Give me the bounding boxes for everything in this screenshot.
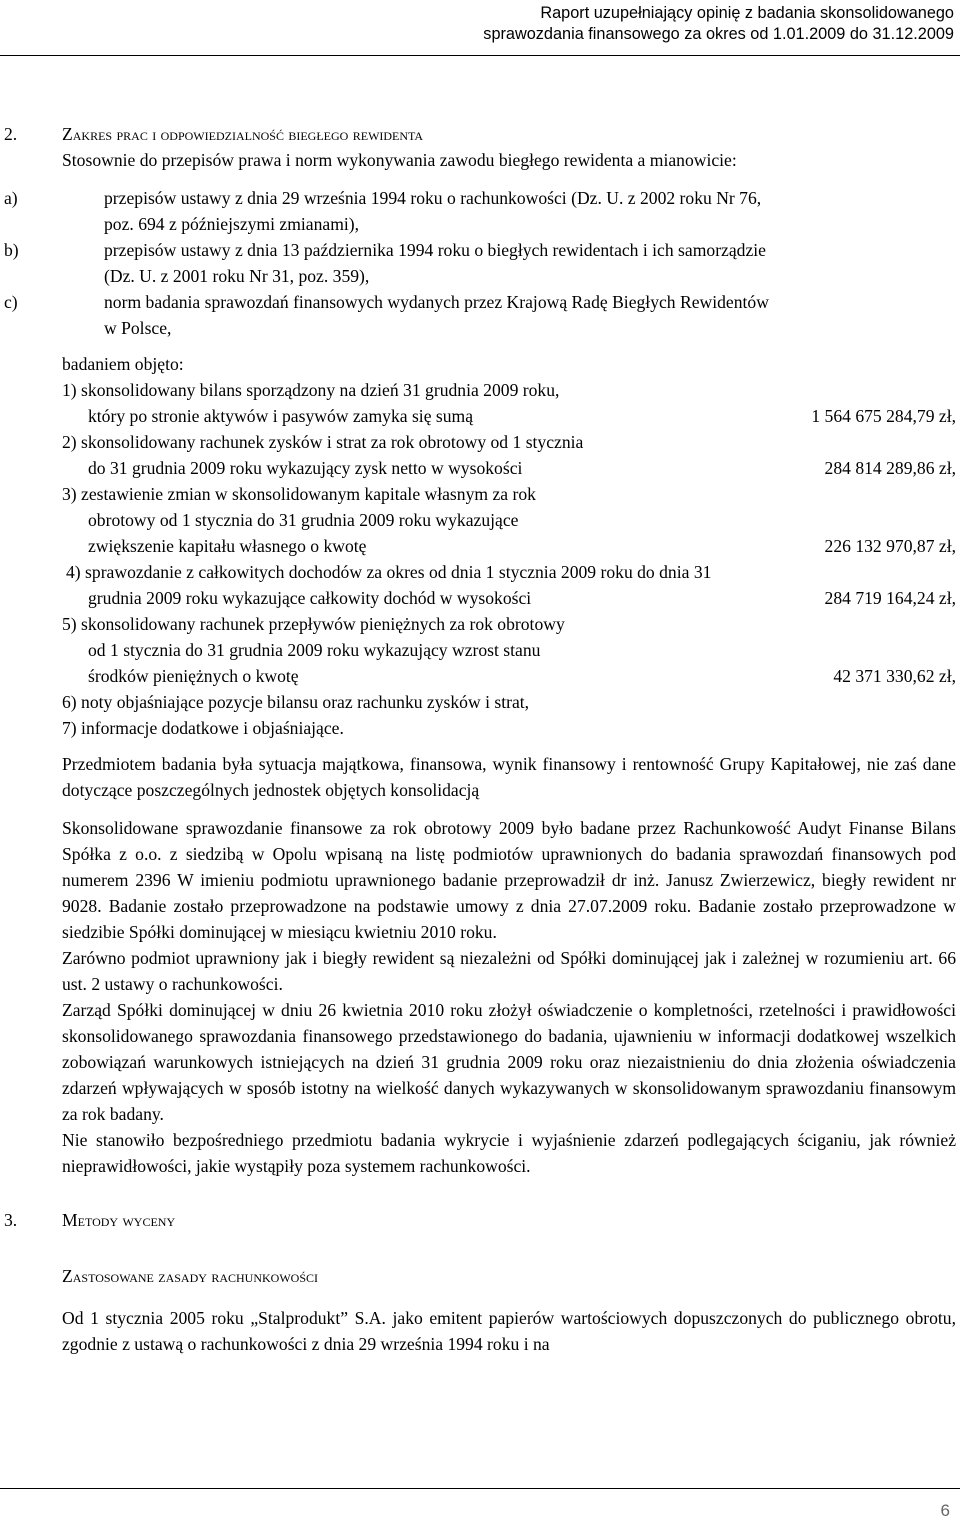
scope-item-amount: 284 814 289,86 zł, (824, 458, 956, 478)
law-item (0, 289, 960, 315)
section-number: 2. (4, 124, 18, 144)
header-divider (0, 55, 960, 56)
scope-item-line (0, 429, 960, 455)
paragraph-accounting-principles: Od 1 stycznia 2005 roku „Stalprodukt” S.A. jako emitent papierów wartościowych dopuszczonych do publicznego obrotu, zgodnie z ustawą o rachunkowości z dnia 29 września 1994 roku i na (62, 1308, 956, 1354)
scope-item-line (0, 507, 960, 533)
section-3-heading (0, 1207, 960, 1233)
law-item-text: poz. 694 z późniejszymi zmianami), (104, 214, 360, 234)
law-item-text: w Polsce, (104, 318, 172, 338)
scope-intro-text: badaniem objęto: (62, 354, 184, 374)
law-item-text: przepisów ustawy z dnia 13 października 1994 roku o biegłych rewidentach i ich samorządzie (104, 240, 766, 260)
section-2-heading (0, 121, 960, 147)
scope-item-line (0, 403, 960, 429)
scope-item-line (0, 481, 960, 507)
footer-divider (0, 1488, 960, 1489)
scope-item-line (0, 585, 960, 611)
subsection-heading (0, 1263, 960, 1289)
scope-item-text: 1) skonsolidowany bilans sporządzony na dzień 31 grudnia 2009 roku, (62, 380, 560, 400)
scope-list (0, 377, 960, 741)
scope-item-text: od 1 stycznia do 31 grudnia 2009 roku wykazujący wzrost stanu (88, 640, 541, 660)
law-item-text: przepisów ustawy z dnia 29 września 1994 roku o rachunkowości (Dz. U. z 2002 roku Nr 76, (104, 188, 762, 208)
law-item-label: c) (4, 292, 18, 312)
scope-item-text: 5) skonsolidowany rachunek przepływów pieniężnych za rok obrotowy (62, 614, 565, 634)
scope-item-line (0, 715, 960, 741)
intro-line (0, 147, 960, 173)
section-title: Metody wyceny (62, 1210, 176, 1230)
scope-item-text: 4) sprawozdanie z całkowitych dochodów za okres od dnia 1 stycznia 2009 roku do dnia 31 (66, 562, 712, 582)
scope-item-text: 3) zestawienie zmian w skonsolidowanym kapitale własnym za rok (62, 484, 536, 504)
subsection-title: Zastosowane zasady rachunkowości (62, 1266, 318, 1286)
header-line-1: Raport uzupełniający opinię z badania skonsolidowanego (540, 4, 954, 22)
law-item-text: (Dz. U. z 2001 roku Nr 31, poz. 359), (104, 266, 370, 286)
scope-item-text: do 31 grudnia 2009 roku wykazujący zysk netto w wysokości (88, 458, 523, 478)
intro-text: Stosownie do przepisów prawa i norm wykonywania zawodu biegłego rewidenta a mianowicie: (62, 150, 737, 170)
law-item-continuation (0, 263, 960, 289)
paragraph-independence: Zarówno podmiot uprawniony jak i biegły rewident są niezależni od Spółki dominującej jak i zależnej w rozumieniu art. 66 ust. 2 ustawy o rachunkowości. (62, 948, 956, 994)
scope-item-text: grudnia 2009 roku wykazujące całkowity dochód w wysokości (88, 588, 532, 608)
scope-item-text: 7) informacje dodatkowe i objaśniające. (62, 718, 344, 738)
law-list (0, 185, 960, 341)
scope-item-text: 6) noty objaśniające pozycje bilansu oraz rachunku zysków i strat, (62, 692, 530, 712)
scope-item-text: obrotowy od 1 stycznia do 31 grudnia 2009 roku wykazujące (88, 510, 519, 530)
scope-item-amount: 42 371 330,62 zł, (833, 666, 956, 686)
scope-item-line (0, 533, 960, 559)
law-item-label: b) (4, 240, 19, 260)
scope-item-line (0, 663, 960, 689)
scope-item-amount: 284 719 164,24 zł, (824, 588, 956, 608)
scope-item-text: który po stronie aktywów i pasywów zamyka się sumą (88, 406, 474, 426)
law-item-continuation (0, 315, 960, 341)
law-item (0, 185, 960, 211)
scope-item-line (0, 455, 960, 481)
running-header (483, 3, 954, 45)
scope-item-amount: 226 132 970,87 zł, (824, 536, 956, 556)
page-content (0, 121, 960, 1357)
scope-item-text: środków pieniężnych o kwotę (88, 666, 299, 686)
scope-item-text: zwiększenie kapitału własnego o kwotę (88, 536, 367, 556)
law-item-continuation (0, 211, 960, 237)
paragraph-auditor: Skonsolidowane sprawozdanie finansowe za rok obrotowy 2009 było badane przez Rachunkowość Audyt Finanse Bilans Spółka z o.o. z siedzibą w Opolu wpisaną na listę podmiotów uprawnionych do badania sprawozdań finansowych pod numerem 2396 W imieniu podmiotu uprawnionego badanie przeprowadził dr inż. Janusz Zwierzewicz, biegły rewident nr 9028. Badanie zostało przeprowadzone na podstawie umowy z dnia 27.07.2009 roku. Badanie zostało przeprowadzone w siedzibie Spółki dominującej w miesiącu kwietniu 2010 roku. (62, 818, 956, 942)
paragraph-scope-exclusion: Nie stanowiło bezpośredniego przedmiotu badania wykrycie i wyjaśnienie zdarzeń podlegających ściganiu, jak również nieprawidłowości, jakie wystąpiły poza systemem rachunkowości. (62, 1130, 956, 1176)
scope-item-line (0, 559, 960, 585)
section-number: 3. (4, 1210, 18, 1230)
scope-item-amount: 1 564 675 284,79 zł, (811, 406, 956, 426)
scope-item-line (0, 611, 960, 637)
law-item-text: norm badania sprawozdań finansowych wydanych przez Krajową Radę Biegłych Rewidentów (104, 292, 769, 312)
scope-item-text: 2) skonsolidowany rachunek zysków i strat za rok obrotowy od 1 stycznia (62, 432, 584, 452)
section-title: Zakres prac i odpowiedzialność biegłego rewidenta (62, 124, 424, 144)
page-number: 6 (940, 1501, 950, 1520)
paragraph-subject: Przedmiotem badania była sytuacja majątkowa, finansowa, wynik finansowy i rentowność Grupy Kapitałowej, nie zaś dane dotyczące poszczególnych jednostek objętych konsolidacją (62, 754, 956, 800)
law-item (0, 237, 960, 263)
paragraph-management-statement: Zarząd Spółki dominującej w dniu 26 kwietnia 2010 roku złożył oświadczenie o kompletności, rzetelności i prawidłowości skonsolidowanego sprawozdania finansowego przedstawionego do badania, ujawnieniu w informacji dodatkowej wszelkich zobowiązań warunkowych istniejących na dzień 31 grudnia 2009 roku oraz niezaistnieniu do dnia złożenia oświadczenia zdarzeń wpływających w sposób istotny na wielkość danych wykazywanych w skonsolidowanym sprawozdaniu finansowym za rok badany. (62, 1000, 956, 1124)
scope-intro (0, 351, 960, 377)
scope-item-line (0, 689, 960, 715)
scope-item-line (0, 377, 960, 403)
scope-item-line (0, 637, 960, 663)
law-item-label: a) (4, 188, 18, 208)
header-line-2: sprawozdania finansowego za okres od 1.01.2009 do 31.12.2009 (483, 25, 954, 43)
